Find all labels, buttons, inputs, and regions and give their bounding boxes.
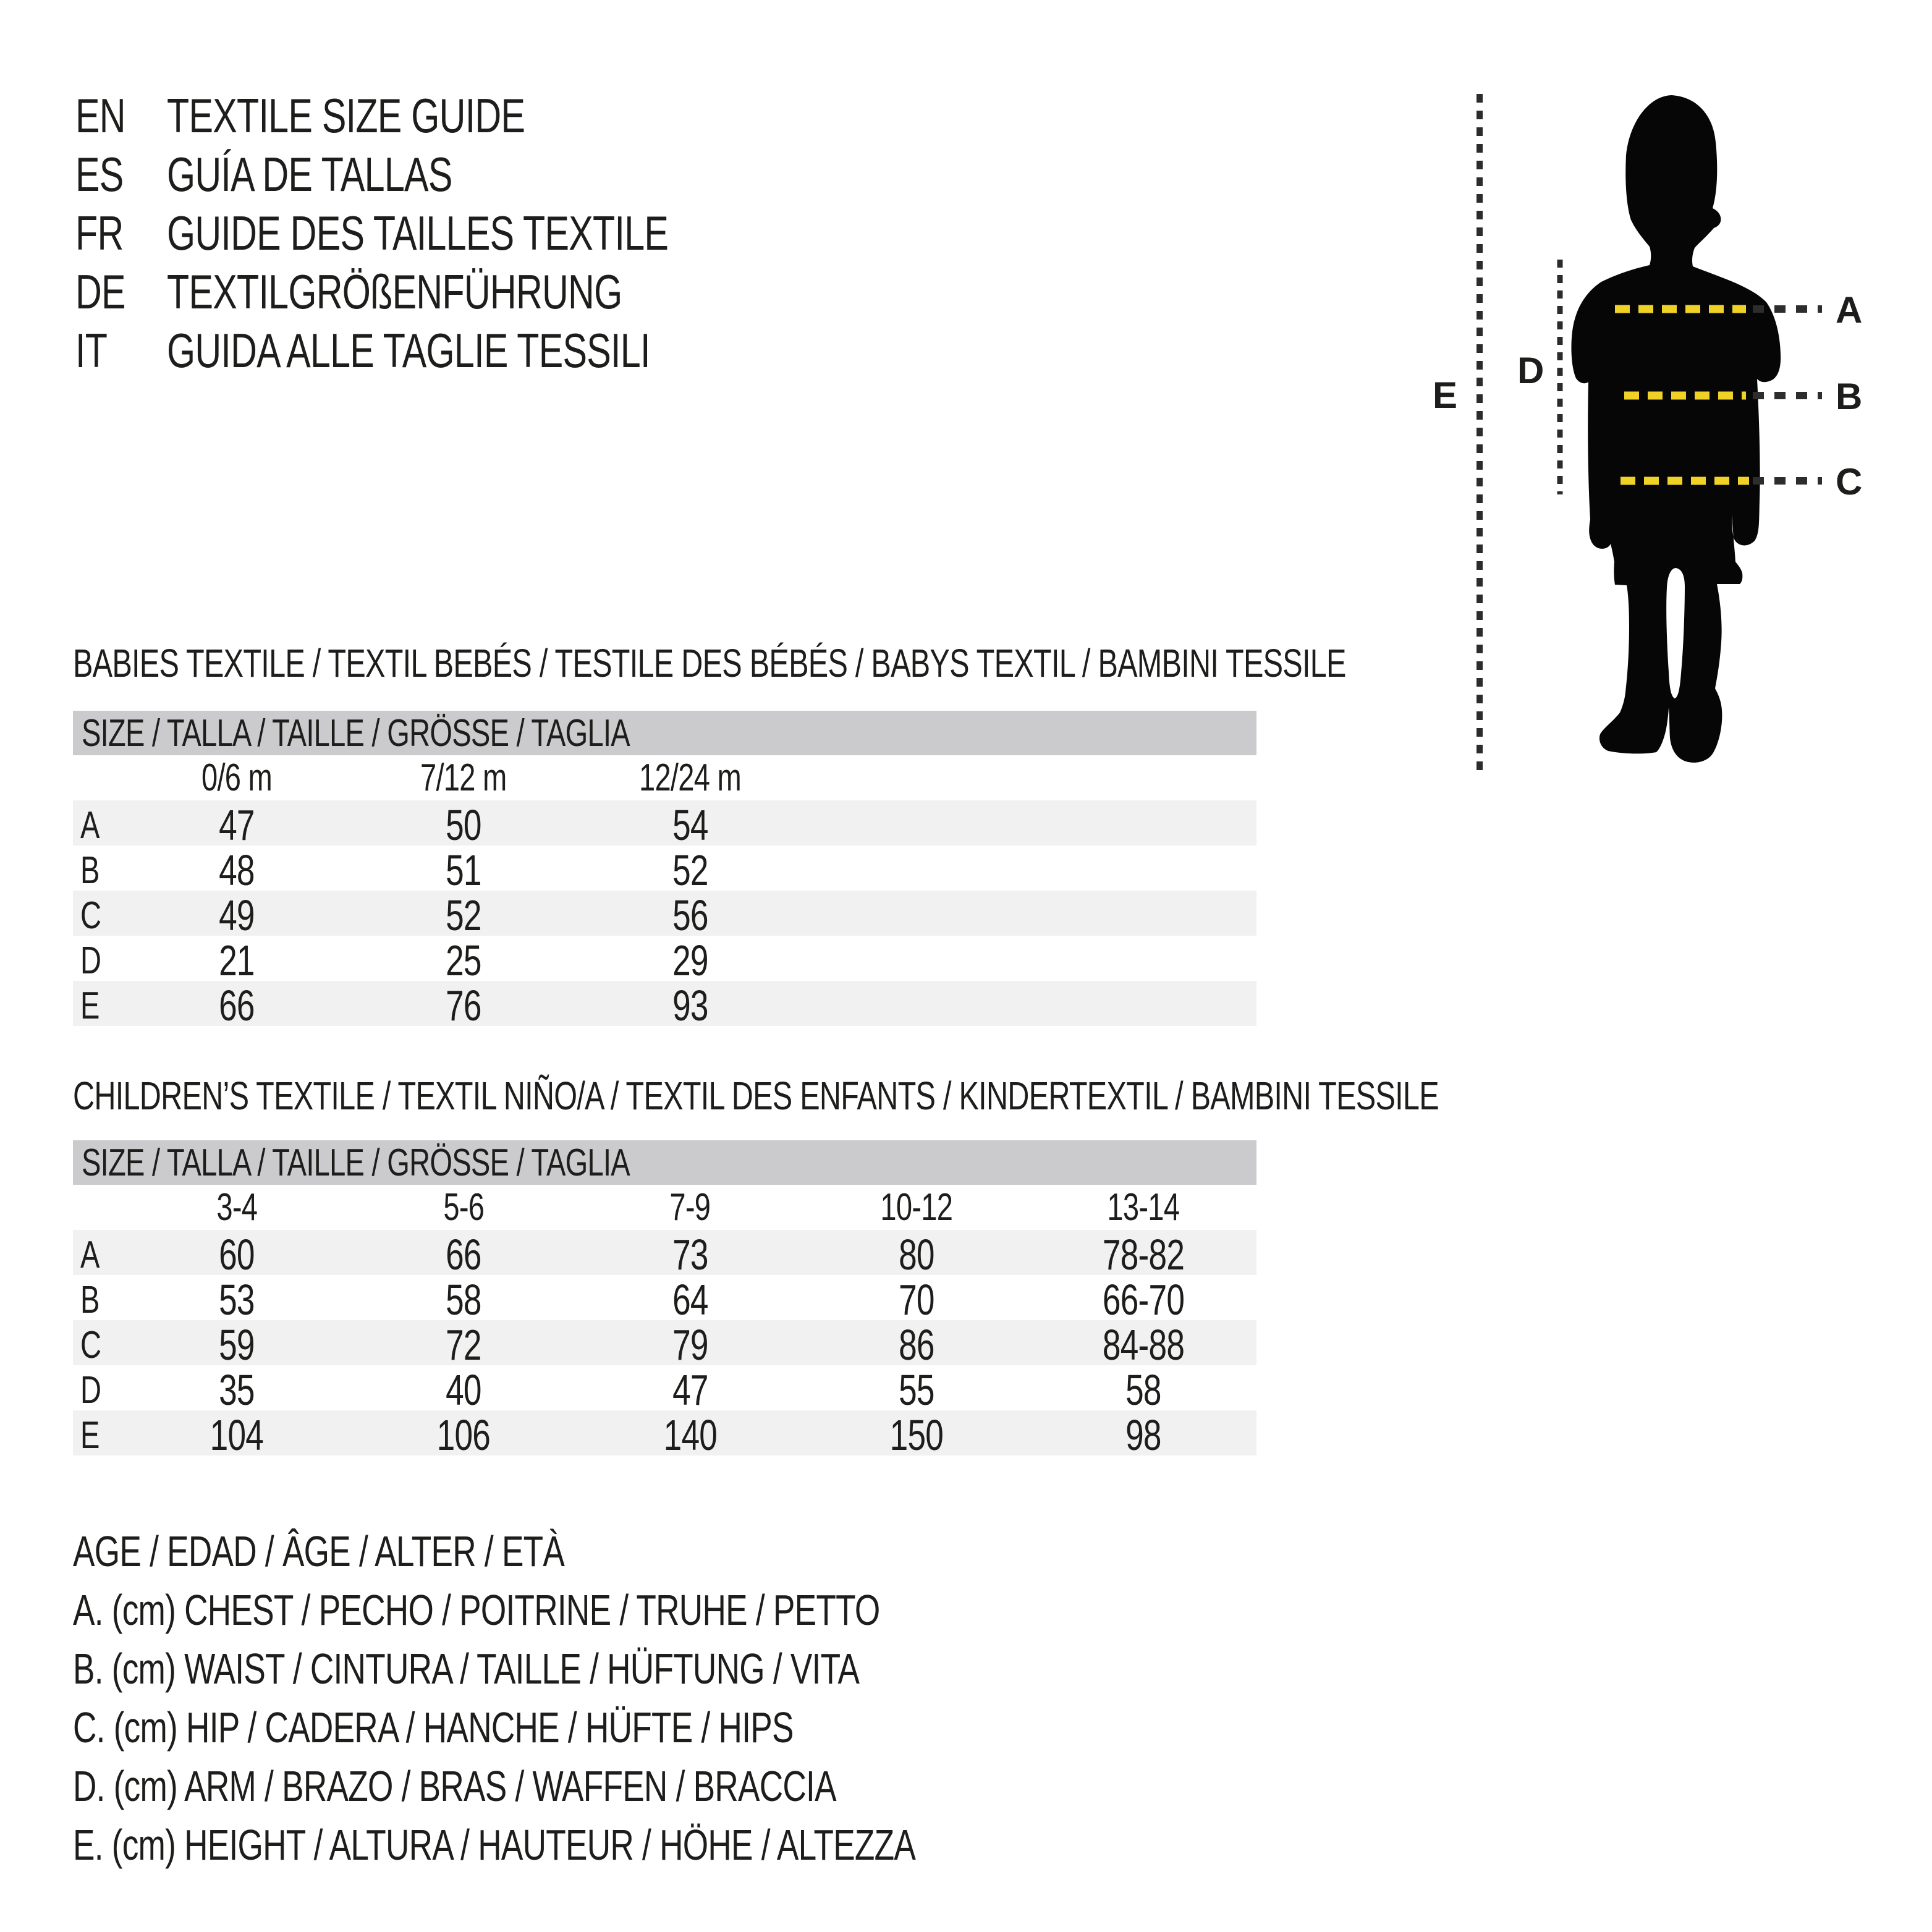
language-code-en: EN: [75, 88, 125, 143]
table-cell: 49: [219, 891, 255, 939]
language-title-block: [75, 87, 826, 380]
table-cell: 84-88: [1102, 1321, 1184, 1369]
row-label: B: [80, 1278, 100, 1321]
table-cell: 53: [219, 1276, 255, 1324]
page-title-fr: GUIDE DES TAILLES TEXTILE: [167, 206, 669, 260]
table-cell: 58: [1125, 1366, 1161, 1414]
children-column-header: 5-6: [443, 1186, 484, 1229]
table-cell: 64: [672, 1276, 708, 1324]
table-cell: 106: [436, 1411, 491, 1459]
table-cell: 58: [446, 1276, 481, 1324]
table-cell: 25: [446, 936, 481, 985]
measurement-figure: [1409, 87, 1904, 828]
legend-age-line: AGE / EDAD / ÂGE / ALTER / ETÀ: [73, 1527, 565, 1575]
language-code-fr: FR: [75, 206, 124, 260]
children-table-row-d: [73, 1365, 1256, 1414]
table-cell: 80: [899, 1231, 934, 1279]
figure-label-e: E: [1433, 375, 1458, 416]
table-cell: 72: [446, 1321, 481, 1369]
children-column-header: 3-4: [216, 1186, 258, 1229]
babies-section-title: BABIES TEXTILE / TEXTIL BEBÉS / TESTILE DES BÉBÉS / BABYS TEXTIL / BAMBINI TESSILE: [73, 641, 1346, 685]
table-cell: 73: [672, 1231, 708, 1279]
legend-item-chest: A. (cm) CHEST / PECHO / POITRINE / TRUHE / PETTO: [73, 1585, 880, 1634]
table-cell: 29: [672, 936, 708, 985]
table-cell: 66: [446, 1231, 481, 1279]
legend-item-arm: D. (cm) ARM / BRAZO / BRAS / WAFFEN / BRACCIA: [73, 1761, 836, 1810]
table-cell: 21: [219, 936, 255, 985]
page-title-en: TEXTILE SIZE GUIDE: [167, 88, 525, 143]
row-label: E: [80, 1413, 100, 1457]
row-label: D: [80, 1368, 101, 1412]
table-cell: 104: [210, 1411, 264, 1459]
language-code-it: IT: [75, 323, 108, 378]
children-size-header-label: SIZE / TALLA / TAILLE / GRÖSSE / TAGLIA: [82, 1141, 630, 1184]
babies-table-row-d: [73, 936, 1256, 985]
table-cell: 47: [672, 1366, 708, 1414]
children-table-row-c: [73, 1320, 1256, 1369]
table-cell: 52: [672, 846, 708, 894]
row-label: C: [80, 894, 101, 937]
children-column-header: 7-9: [669, 1186, 711, 1229]
babies-size-header-label: SIZE / TALLA / TAILLE / GRÖSSE / TAGLIA: [82, 711, 630, 755]
figure-label-c: C: [1836, 461, 1863, 502]
table-cell: 52: [446, 891, 481, 939]
page-title-de: TEXTILGRÖßENFÜHRUNG: [167, 265, 622, 319]
table-cell: 60: [219, 1231, 255, 1279]
figure-label-d: D: [1517, 350, 1544, 391]
table-cell: 93: [672, 981, 708, 1030]
babies-column-header: 7/12 m: [420, 756, 507, 799]
table-cell: 86: [899, 1321, 934, 1369]
figure-label-a: A: [1836, 289, 1863, 331]
children-column-header: 10-12: [880, 1186, 953, 1229]
figure-label-b: B: [1836, 376, 1863, 417]
row-label: A: [80, 1233, 100, 1276]
babies-table-row-b: [73, 845, 1256, 894]
babies-size-table: [73, 711, 1256, 1030]
children-size-table: [73, 1140, 1256, 1459]
legend-item-hip: C. (cm) HIP / CADERA / HANCHE / HÜFTE / HIPS: [73, 1703, 794, 1752]
table-cell: 70: [899, 1276, 934, 1324]
table-cell: 66: [219, 981, 255, 1030]
children-table-row-a: [73, 1230, 1256, 1279]
table-cell: 150: [889, 1411, 944, 1459]
page-title-es: GUÍA DE TALLAS: [167, 147, 452, 201]
legend-item-height: E. (cm) HEIGHT / ALTURA / HAUTEUR / HÖHE / ALTEZZA: [73, 1820, 916, 1869]
language-row-en: [75, 87, 826, 145]
babies-column-header: 12/24 m: [639, 756, 741, 799]
language-row-es: [75, 145, 826, 204]
legend-item-waist: B. (cm) WAIST / CINTURA / TAILLE / HÜFTUNG / VITA: [73, 1644, 860, 1693]
language-row-it: [75, 321, 826, 380]
table-cell: 51: [446, 846, 481, 894]
table-cell: 48: [219, 846, 255, 894]
row-label: C: [80, 1323, 101, 1366]
table-cell: 78-82: [1102, 1231, 1184, 1279]
children-table-row-e: [73, 1410, 1256, 1459]
table-cell: 76: [446, 981, 481, 1030]
children-column-header: 13-14: [1107, 1186, 1180, 1229]
babies-column-header: 0/6 m: [201, 756, 273, 799]
table-cell: 55: [899, 1366, 934, 1414]
row-label: D: [80, 939, 101, 982]
language-code-es: ES: [75, 147, 124, 201]
measurement-legend: [73, 1522, 1182, 1874]
language-code-de: DE: [75, 265, 125, 319]
table-cell: 56: [672, 891, 708, 939]
page-title-it: GUIDA ALLE TAGLIE TESSILI: [167, 323, 650, 378]
children-section-title: CHILDREN’S TEXTILE / TEXTIL NIÑO/A / TEXTIL DES ENFANTS / KINDERTEXTIL / BAMBINI TESSILE: [73, 1074, 1439, 1118]
language-row-fr: [75, 204, 826, 263]
table-cell: 66-70: [1102, 1276, 1184, 1324]
table-cell: 140: [663, 1411, 717, 1459]
child-silhouette-diagram: [1409, 87, 1904, 828]
language-row-de: [75, 263, 826, 321]
table-cell: 35: [219, 1366, 255, 1414]
table-cell: 98: [1125, 1411, 1161, 1459]
row-label: A: [80, 803, 100, 847]
children-table-header-bar: [73, 1140, 1256, 1185]
table-cell: 54: [672, 801, 708, 849]
children-table-row-b: [73, 1275, 1256, 1324]
babies-table-row-c: [73, 891, 1256, 939]
babies-table-row-a: [73, 800, 1256, 849]
babies-table-row-e: [73, 981, 1256, 1030]
children-column-header-row: [73, 1185, 1256, 1230]
table-cell: 59: [219, 1321, 255, 1369]
table-cell: 40: [446, 1366, 481, 1414]
table-cell: 79: [672, 1321, 708, 1369]
babies-table-header-bar: [73, 711, 1256, 755]
table-cell: 50: [446, 801, 481, 849]
row-label: E: [80, 984, 100, 1027]
table-cell: 47: [219, 801, 255, 849]
row-label: B: [80, 849, 100, 892]
babies-column-header-row: [73, 755, 1256, 800]
